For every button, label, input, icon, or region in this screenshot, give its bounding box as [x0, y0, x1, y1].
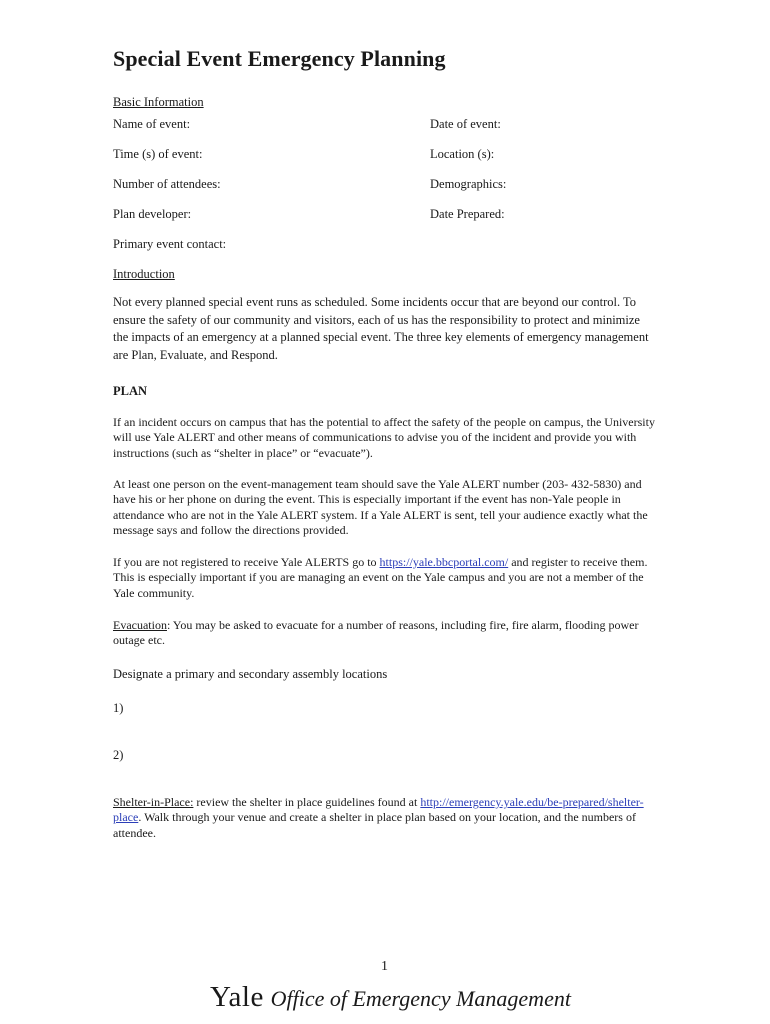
- date-of-event-label: Date of event:: [430, 117, 501, 131]
- primary-contact-label: Primary event contact:: [113, 237, 227, 251]
- assembly-location-1: 1): [113, 701, 124, 715]
- plan-paragraph-3: [113, 555, 658, 601]
- evacuation-label: Evacuation: [113, 618, 167, 632]
- plan-paragraph-1: If an incident occurs on campus that has the potential to affect the safety of the people on campus, the University will use Yale ALERT and other means of communications to advise you of the incident and provide you with instructions (such as “shelter in place” or “evacuate”).: [113, 415, 655, 460]
- assembly-location-2: 2): [113, 748, 124, 762]
- evacuation-paragraph: [113, 618, 658, 649]
- name-of-event-label: Name of event:: [113, 117, 191, 131]
- introduction-heading: Introduction: [113, 267, 175, 281]
- time-of-event-label: Time (s) of event:: [113, 147, 203, 161]
- footer-logo: [210, 980, 571, 1016]
- basic-info-heading: Basic Information: [113, 95, 204, 109]
- shelter-label: Shelter-in-Place:: [113, 795, 194, 809]
- attendees-label: Number of attendees:: [113, 177, 221, 191]
- page-number: 1: [381, 959, 388, 974]
- registration-text-after: and register to receive them. This is especially important if you are managing an event on the Yale campus and you are not a member of the Yale community.: [113, 555, 648, 600]
- introduction-paragraph: Not every planned special event runs as scheduled. Some incidents occur that are beyond our control. To ensure the safety of our community and visitors, each of us has the responsibility to protect and minimize the impacts of an emergency at a planned special event. The three key elements of emergency management are Plan, Evaluate, and Respond.: [113, 295, 649, 362]
- shelter-guidelines-link[interactable]: http://emergency.yale.edu/be-prepared/shelter-place: [113, 795, 644, 825]
- footer-office-name: Office of Emergency Management: [270, 986, 571, 1011]
- page-title: Special Event Emergency Planning: [113, 46, 446, 71]
- location-label: Location (s):: [430, 147, 495, 161]
- plan-heading: PLAN: [113, 384, 148, 398]
- shelter-text-before: review the shelter in place guidelines found at: [193, 795, 421, 809]
- designate-locations-text: Designate a primary and secondary assembly locations: [113, 667, 388, 681]
- evacuation-text: : You may be asked to evacuate for a number of reasons, including fire, fire alarm, flooding power outage etc.: [113, 618, 639, 648]
- registration-text-before: If you are not registered to receive Yale ALERTS go to: [113, 555, 380, 569]
- footer-yale-wordmark: Yale: [210, 981, 264, 1013]
- yale-alert-portal-link[interactable]: https://yale.bbcportal.com/: [379, 555, 509, 569]
- shelter-text-after: . Walk through your venue and create a shelter in place plan based on your location, and the numbers of attendee.: [113, 810, 636, 840]
- demographics-label: Demographics:: [430, 177, 507, 191]
- date-prepared-label: Date Prepared:: [430, 207, 505, 221]
- plan-developer-label: Plan developer:: [113, 207, 192, 221]
- plan-paragraph-2: At least one person on the event-management team should save the Yale ALERT number (203- 432-5830) and have his or her phone on during the event. This is especially important if the event has non-Yale people in attendance who are not in the Yale ALERT system. If a Yale ALERT is sent, tell your audience exactly what the message says and follow the directions provided.: [113, 477, 648, 537]
- shelter-in-place-paragraph: [113, 795, 658, 841]
